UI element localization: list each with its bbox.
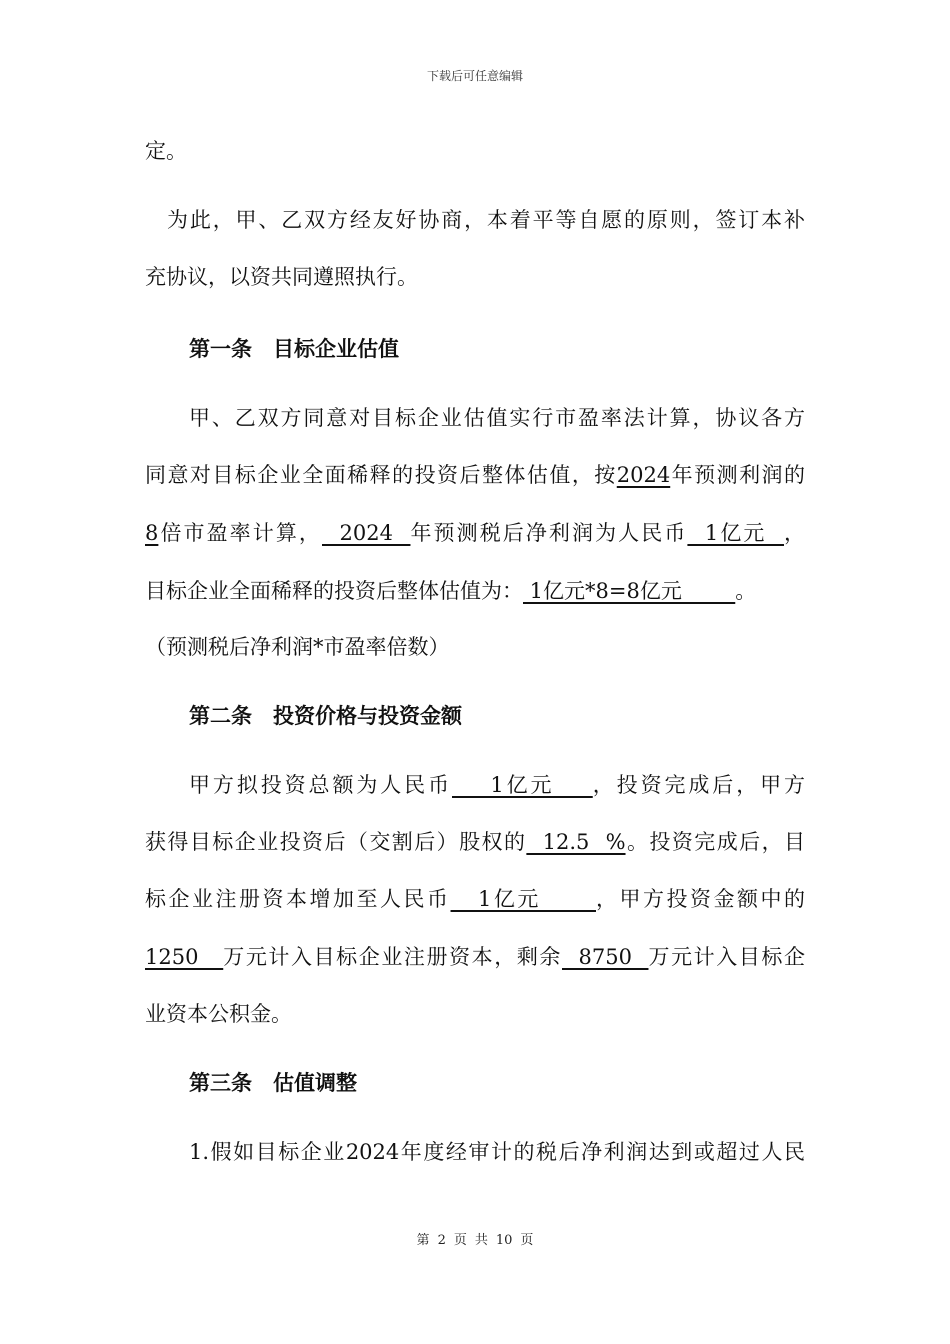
equity-percent-field: 12.5 % <box>526 830 626 854</box>
year-field: 2024 <box>322 521 411 545</box>
text: 倍市盈率计算， <box>158 521 322 545</box>
reserve-amount-field: 8750 <box>562 945 649 969</box>
text: 年预测税后净利润为人民币 <box>410 521 688 545</box>
text: 获得目标企业投资后（交割后）股权的 <box>145 830 527 854</box>
paragraph-line <box>145 884 805 914</box>
footer-page-label: 页 <box>453 1233 467 1248</box>
profit-field: 1亿元 <box>687 521 785 545</box>
text: 甲方拟投资总额为人民币 <box>189 773 452 797</box>
paragraph-line <box>145 576 756 606</box>
registered-capital-field: 1亿元 <box>450 887 596 911</box>
paragraph-line <box>145 827 805 857</box>
paragraph-line: 充协议，以资共同遵照执行。 <box>145 265 418 289</box>
paragraph-line: 甲、乙双方同意对目标企业估值实行市盈率法计算，协议各方 <box>189 406 805 430</box>
text: ，甲方投资金额中的 <box>596 887 806 911</box>
article-3-heading: 第三条 估值调整 <box>189 1070 357 1095</box>
paragraph-line: 1.假如目标企业2024年度经审计的税后净利润达到或超过人民 <box>189 1140 805 1164</box>
paragraph-line: 业资本公积金。 <box>145 1002 292 1026</box>
text: ，投资完成后，甲方 <box>592 773 806 797</box>
paragraph-line <box>189 770 805 800</box>
footer-prefix: 第 <box>416 1233 430 1248</box>
capital-amount-field: 1250 <box>145 945 224 969</box>
text: 。 <box>735 579 757 603</box>
text: 万元计入目标企业注册资本，剩余 <box>223 945 562 969</box>
article-1-heading: 第一条 目标企业估值 <box>189 336 399 361</box>
article-2-heading: 第二条 投资价格与投资金额 <box>189 703 462 728</box>
text: 万元计入目标企 <box>648 945 805 969</box>
text: 年预测利润的 <box>670 463 806 487</box>
current-page-number: 2 <box>437 1233 446 1248</box>
paragraph-line: 为此，甲、乙双方经友好协商，本着平等自愿的原则，签订本补 <box>167 208 805 232</box>
text: 。投资完成后，目 <box>625 830 806 854</box>
footer-suffix: 页 <box>520 1233 534 1248</box>
text: ， <box>784 521 806 545</box>
text: 同意对目标企业全面稀释的投资后整体估值，按 <box>145 463 617 487</box>
paragraph-line: （预测税后净利润*市盈率倍数） <box>145 635 450 659</box>
pe-multiple-field: 8 <box>145 521 159 545</box>
valuation-field: 1亿元*8=8亿元 <box>523 579 736 603</box>
text: 标企业注册资本增加至人民币 <box>145 887 451 911</box>
footer-total-label: 共 <box>474 1233 488 1248</box>
total-pages-number: 10 <box>495 1233 513 1248</box>
paragraph-line <box>145 518 805 548</box>
page-footer <box>0 1229 950 1248</box>
year-field: 2024 <box>616 463 671 487</box>
page-header: 下载后可任意编辑 <box>426 69 523 83</box>
paragraph-line: 定。 <box>145 139 187 163</box>
paragraph-line <box>145 460 805 490</box>
paragraph-line <box>145 942 805 972</box>
investment-total-field: 1亿元 <box>452 773 593 797</box>
text: 目标企业全面稀释的投资后整体估值为： <box>145 579 523 603</box>
